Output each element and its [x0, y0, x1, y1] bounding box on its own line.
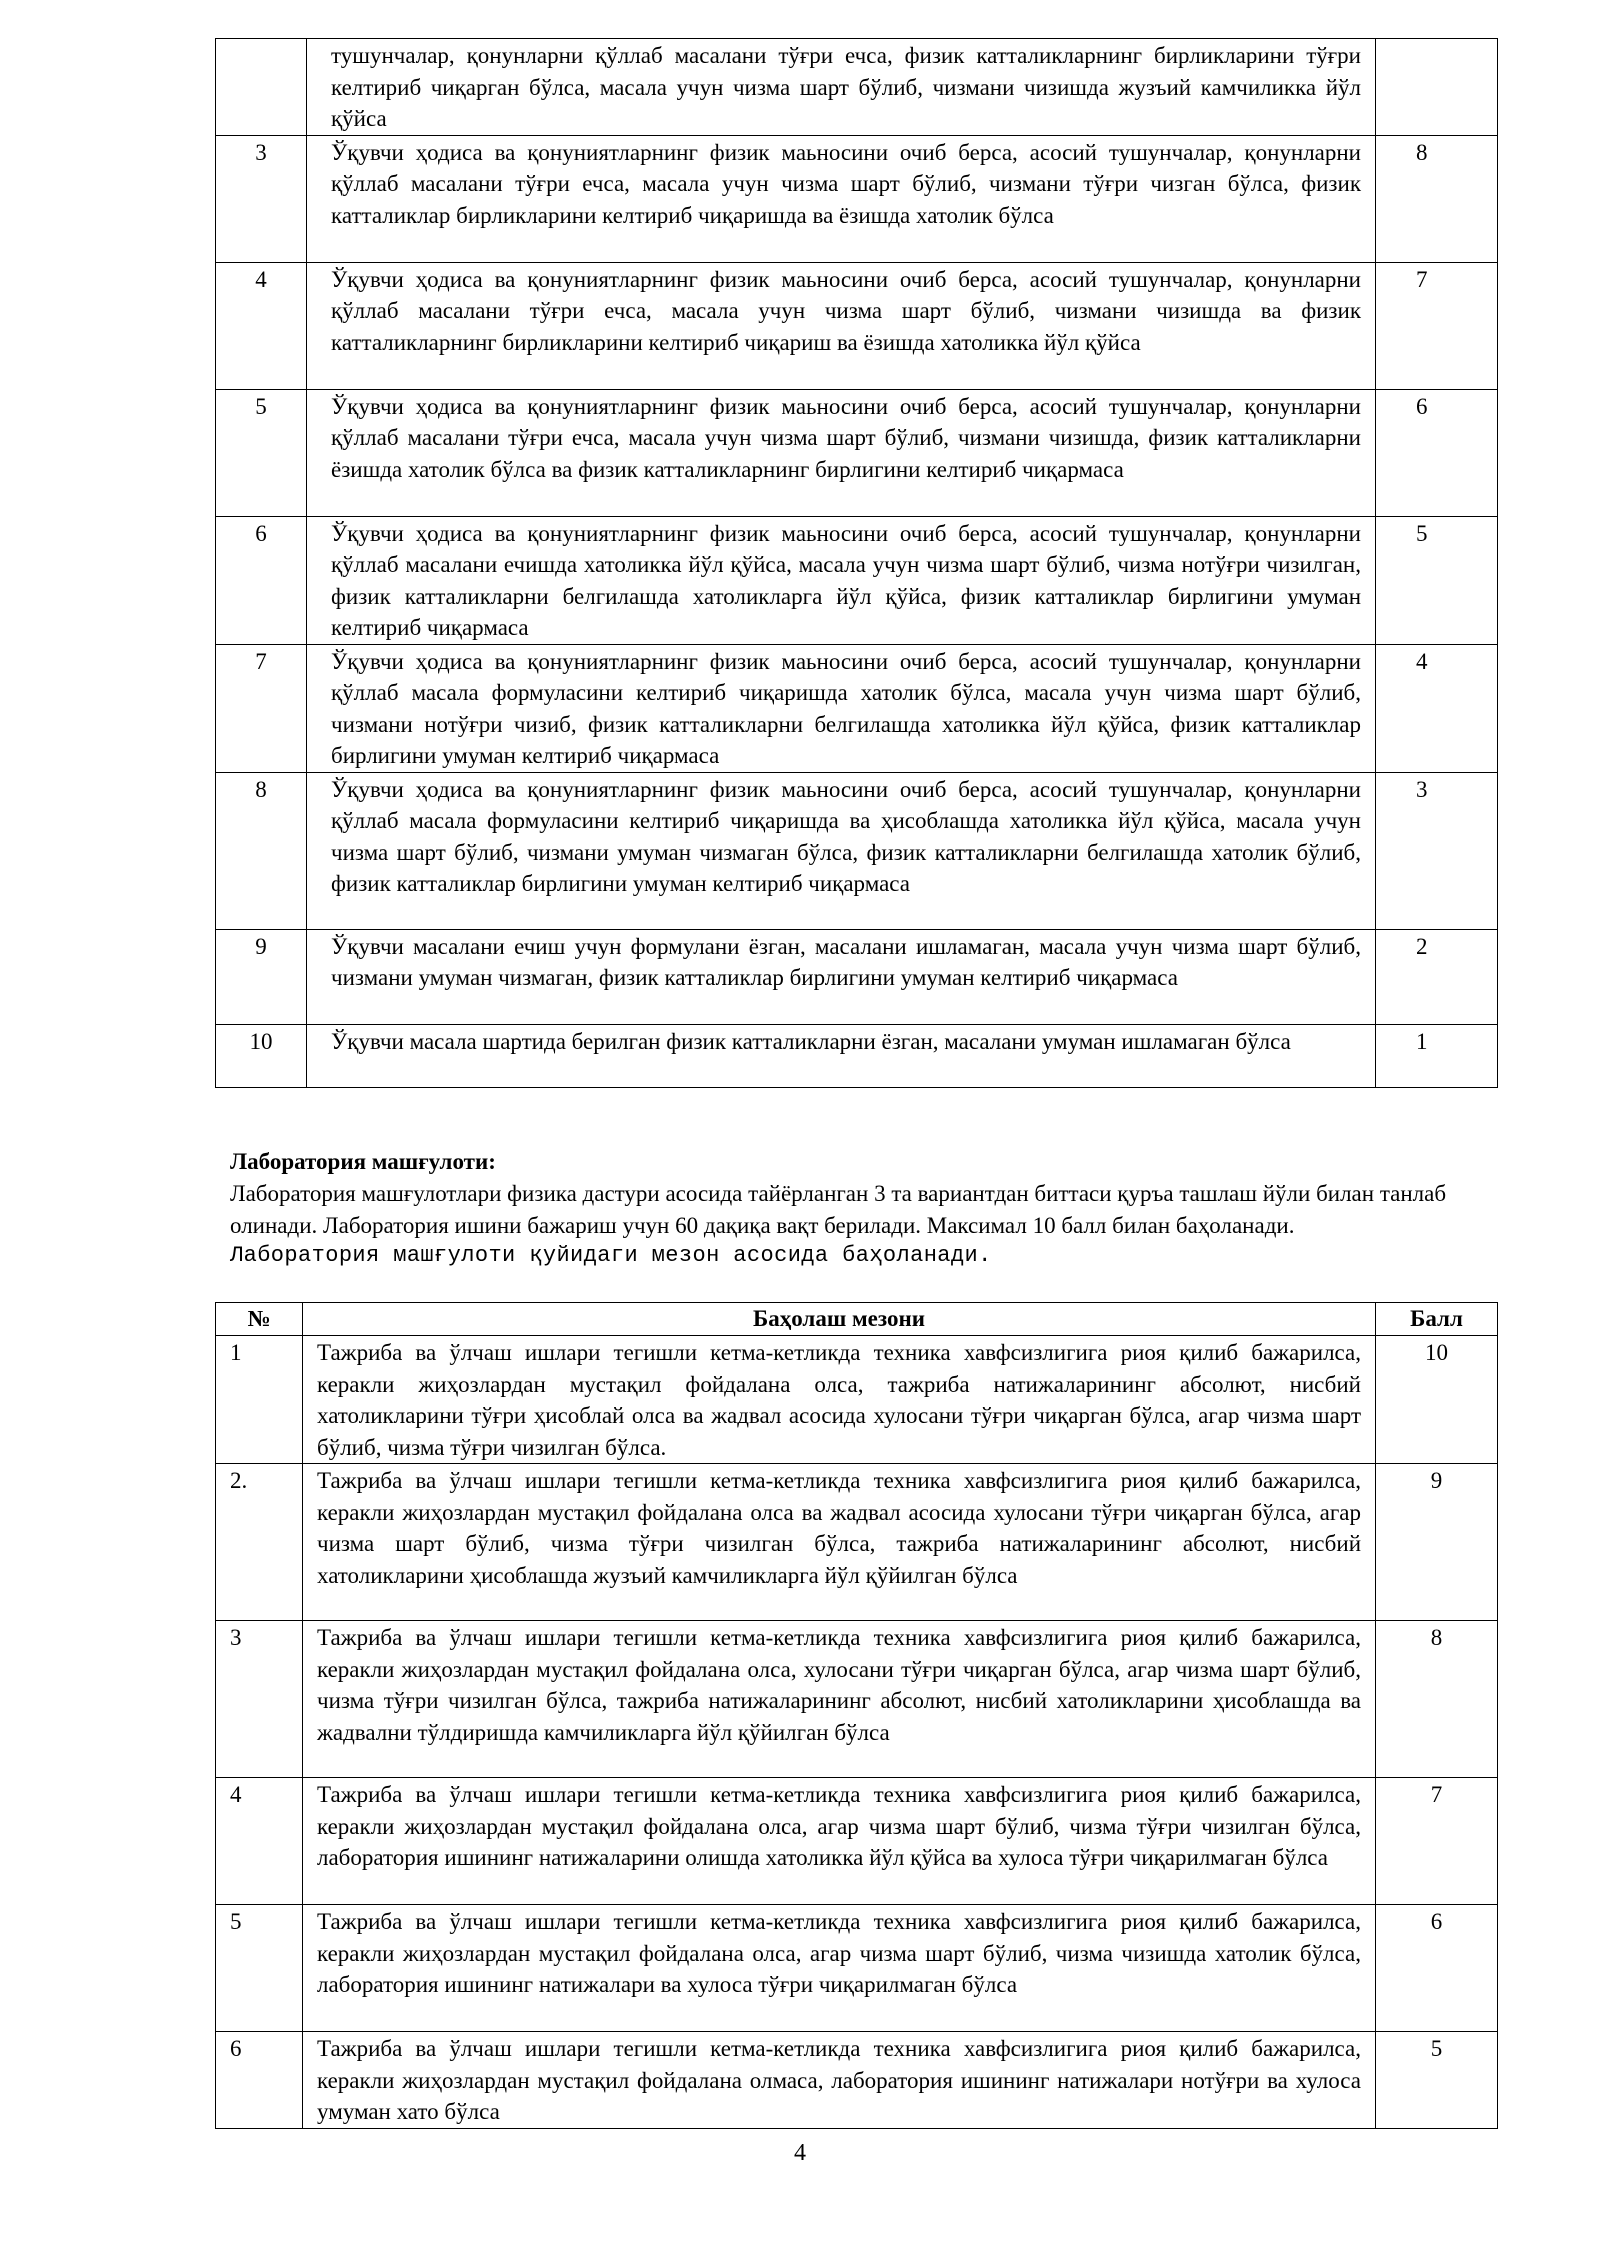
table-row	[216, 262, 1498, 389]
score-value: 2	[1376, 929, 1498, 1024]
table-row	[216, 135, 1498, 262]
score-value: 4	[1376, 644, 1498, 772]
table-row	[216, 644, 1498, 772]
table-row	[216, 389, 1498, 516]
table-header-row	[216, 1303, 1498, 1336]
criterion-text: тушунчалар, қонунларни қўллаб масалани тўғри ечса, физик катталикларнинг бирликларини тўғри келтириб чиқарган бўлса, масала учун чизма шарт бўлиб, чизмани чизишда жузъий камчиликка йўл қўйса	[307, 39, 1376, 136]
lab-grading-table	[215, 1302, 1498, 2129]
score-value: 10	[1376, 1336, 1498, 1464]
table-row	[216, 1024, 1498, 1087]
row-number: 3	[216, 1621, 303, 1778]
table-row	[216, 2032, 1498, 2129]
criterion-text: Ўқувчи ҳодиса ва қонуниятларнинг физик маьносини очиб берса, асосий тушунчалар, қонунларни қўллаб масалани тўғри ечса, масала учун чизма шарт бўлиб, чизмани чизишда, физик катталикларни ёзишда хатолик бўлса ва физик катталикларнинг бирлигини келтириб чиқармаса	[307, 389, 1376, 516]
score-value: 5	[1376, 516, 1498, 644]
score-value: 6	[1376, 1905, 1498, 2032]
physics-problem-grading-table	[215, 38, 1498, 1088]
score-value: 1	[1376, 1024, 1498, 1087]
score-value: 8	[1376, 1621, 1498, 1778]
criterion-text: Тажриба ва ўлчаш ишлари тегишли кетма-кетликда техника хавфсизлигига риоя қилиб бажарилса, керакли жиҳозлардан мустақил фойдалана олмаса, лаборатория ишининг натижалари нотўғри ва хулоса умуман хато бўлса	[303, 2032, 1376, 2129]
table-row	[216, 1336, 1498, 1464]
criterion-text: Ўқувчи масала шартида берилган физик катталикларни ёзган, масалани умуман ишламаган бўлса	[307, 1024, 1376, 1087]
lab-section-note: Лаборатория машғулоти қуйидаги мезон асосида баҳоланади.	[230, 1243, 992, 1268]
table-row	[216, 1905, 1498, 2032]
criterion-text: Тажриба ва ўлчаш ишлари тегишли кетма-кетликда техника хавфсизлигига риоя қилиб бажарилса, керакли жиҳозлардан мустақил фойдалана олса, хулосани тўғри чиқарган бўлса, агар чизма шарт бўлиб, чизма тўғри чизилган бўлса, тажриба натижаларининг абсолют, нисбий хатоликларини ҳисоблашда ва жадвални тўлдиришда камчиликларга йўл қўйилган бўлса	[303, 1621, 1376, 1778]
lab-section-title: Лаборатория машғулоти:	[230, 1149, 496, 1174]
row-number: 3	[216, 135, 307, 262]
table-row	[216, 772, 1498, 929]
row-number: 9	[216, 929, 307, 1024]
column-header-criterion: Баҳолаш мезони	[303, 1303, 1376, 1336]
lab-section	[230, 1146, 1490, 1271]
criterion-text: Ўқувчи ҳодиса ва қонуниятларнинг физик маьносини очиб берса, асосий тушунчалар, қонунларни қўллаб масала формуласини келтириб чиқаришда хатолик бўлса, масала учун чизма шарт бўлиб, чизмани нотўғри чизиб, физик катталикларни белгилашда хатоликка йўл қўйса, физик катталиклар бирлигини умуман келтириб чиқармаса	[307, 644, 1376, 772]
row-number: 2.	[216, 1464, 303, 1621]
score-value: 3	[1376, 772, 1498, 929]
row-number: 5	[216, 389, 307, 516]
row-number: 4	[216, 1778, 303, 1905]
lab-section-paragraph: Лаборатория машғулотлари физика дастури асосида тайёрланган 3 та вариантдан биттаси қуръа ташлаш йўли билан танлаб олинади. Лаборатория ишини бажариш учун 60 дақиқа вақт берилади. Максимал 10 балл билан баҳоланади.	[230, 1181, 1447, 1238]
criterion-text: Ўқувчи ҳодиса ва қонуниятларнинг физик маьносини очиб берса, асосий тушунчалар, қонунларни қўллаб масалани тўғри ечса, масала учун чизма шарт бўлиб, чизмани чизишда ва физик катталикларнинг бирликларини келтириб чиқариш ва ёзишда хатоликка йўл қўйса	[307, 262, 1376, 389]
criterion-text: Тажриба ва ўлчаш ишлари тегишли кетма-кетликда техника хавфсизлигига риоя қилиб бажарилса, керакли жиҳозлардан мустақил фойдалана олса, агар чизма шарт бўлиб, чизма тўғри чизилган бўлса, лаборатория ишининг натижаларини олишда хатоликка йўл қўйса ва хулоса тўғри чиқарилмаган бўлса	[303, 1778, 1376, 1905]
score-value: 9	[1376, 1464, 1498, 1621]
criterion-text: Тажриба ва ўлчаш ишлари тегишли кетма-кетликда техника хавфсизлигига риоя қилиб бажарилса, керакли жиҳозлардан мустақил фойдалана олса, тажриба натижаларининг абсолют, нисбий хатоликларини тўғри ҳисоблай олса ва жадвал асосида хулосани тўғри чиқарган бўлса, агар чизма шарт бўлиб, чизма тўғри чизилган бўлса.	[303, 1336, 1376, 1464]
criterion-text: Ўқувчи ҳодиса ва қонуниятларнинг физик маьносини очиб берса, асосий тушунчалар, қонунларни қўллаб масала формуласини келтириб чиқаришда ва ҳисоблашда хатоликка йўл қўйса, масала учун чизма шарт бўлиб, чизмани умуман чизмаган бўлса, физик катталикларни белгилашда хатолик бўлиб, физик катталиклар бирлигини умуман келтириб чиқармаса	[307, 772, 1376, 929]
row-number: 6	[216, 516, 307, 644]
column-header-number: №	[216, 1303, 303, 1336]
row-number: 7	[216, 644, 307, 772]
criterion-text: Ўқувчи ҳодиса ва қонуниятларнинг физик маьносини очиб берса, асосий тушунчалар, қонунларни қўллаб масалани тўғри ечса, масала учун чизма шарт бўлиб, чизмани тўғри чизган бўлса, физик катталиклар бирликларини келтириб чиқаришда ва ёзишда хатолик бўлса	[307, 135, 1376, 262]
table-row	[216, 929, 1498, 1024]
criterion-text: Тажриба ва ўлчаш ишлари тегишли кетма-кетликда техника хавфсизлигига риоя қилиб бажарилса, керакли жиҳозлардан мустақил фойдалана олса ва жадвал асосида хулосани тўғри чиқарган бўлса, агар чизма шарт бўлиб, чизма тўғри чизилган бўлса, тажриба натижаларининг абсолют, нисбий хатоликларини ҳисоблашда жузъий камчиликларга йўл қўйилган бўлса	[303, 1464, 1376, 1621]
criterion-text: Тажриба ва ўлчаш ишлари тегишли кетма-кетликда техника хавфсизлигига риоя қилиб бажарилса, керакли жиҳозлардан мустақил фойдалана олса, агар чизма шарт бўлиб, чизма чизишда хатолик бўлса, лаборатория ишининг натижалари ва хулоса тўғри чиқарилмаган бўлса	[303, 1905, 1376, 2032]
score-value: 5	[1376, 2032, 1498, 2129]
criterion-text: Ўқувчи ҳодиса ва қонуниятларнинг физик маьносини очиб берса, асосий тушунчалар, қонунларни қўллаб масалани ечишда хатоликка йўл қўйса, масала учун чизма шарт бўлиб, чизма нотўғри чизилган, физик катталикларни белгилашда хатоликларга йўл қўйса, физик катталиклар бирлигини умуман келтириб чиқармаса	[307, 516, 1376, 644]
table-row	[216, 1621, 1498, 1778]
page-number: 4	[794, 2140, 806, 2166]
table-row	[216, 516, 1498, 644]
score-value	[1376, 39, 1498, 136]
score-value: 7	[1376, 1778, 1498, 1905]
table-row	[216, 1464, 1498, 1621]
score-value: 7	[1376, 262, 1498, 389]
score-value: 6	[1376, 389, 1498, 516]
table-row	[216, 39, 1498, 136]
row-number: 6	[216, 2032, 303, 2129]
score-value: 8	[1376, 135, 1498, 262]
row-number	[216, 39, 307, 136]
row-number: 8	[216, 772, 307, 929]
row-number: 10	[216, 1024, 307, 1087]
row-number: 4	[216, 262, 307, 389]
row-number: 1	[216, 1336, 303, 1464]
row-number: 5	[216, 1905, 303, 2032]
table-row	[216, 1778, 1498, 1905]
criterion-text: Ўқувчи масалани ечиш учун формулани ёзган, масалани ишламаган, масала учун чизма шарт бўлиб, чизмани умуман чизмаган, физик катталиклар бирлигини умуман келтириб чиқармаса	[307, 929, 1376, 1024]
column-header-score: Балл	[1376, 1303, 1498, 1336]
